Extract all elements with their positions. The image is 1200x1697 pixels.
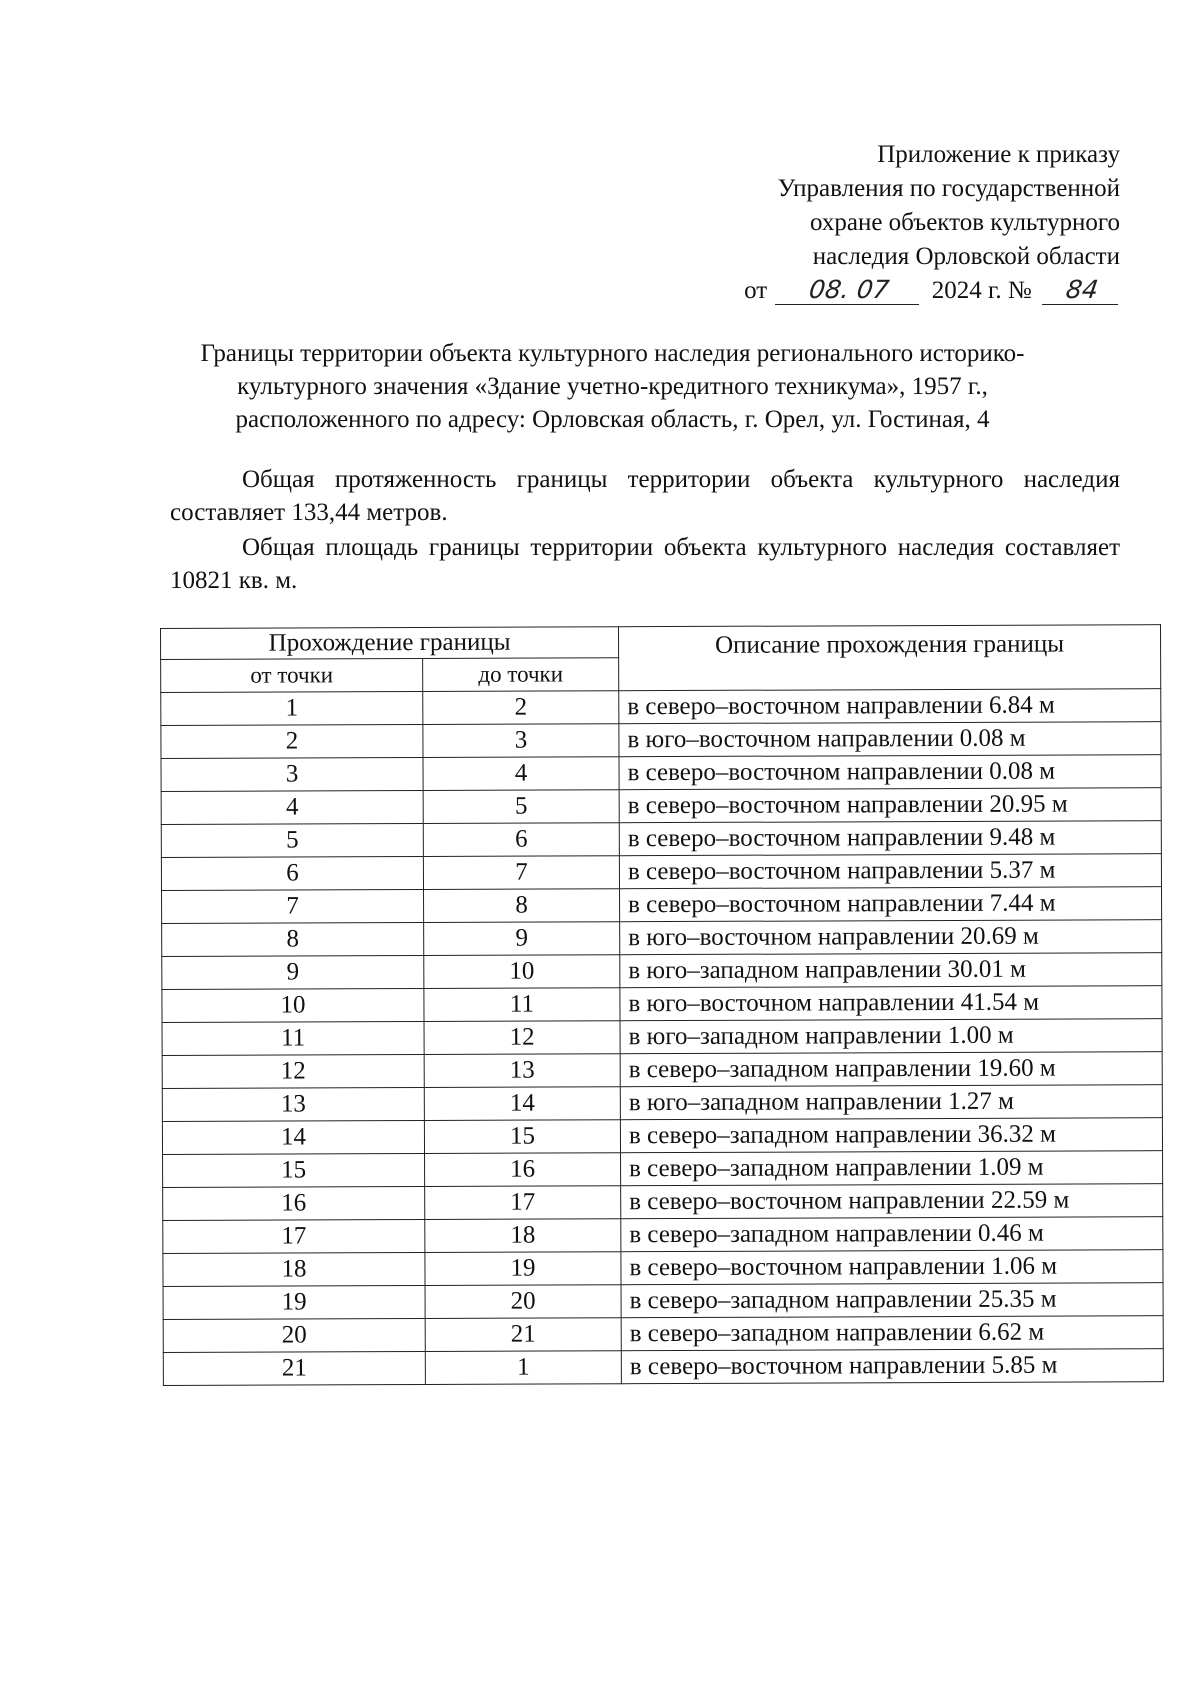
table-row [161,689,1161,726]
table-row [161,755,1161,792]
table-header-row [161,625,1161,660]
header-to-point: до точки [423,658,619,692]
from-point-cell: 17 [163,1219,425,1253]
to-point-cell: 15 [424,1120,620,1154]
to-point-cell: 1 [425,1351,621,1385]
description-cell: в северо–западном направлении 19.60 м [620,1052,1162,1087]
from-point-cell: 14 [162,1120,424,1154]
description-cell: в северо–западном направлении 25.35 м [621,1283,1163,1318]
description-cell: в северо–западном направлении 6.62 м [621,1316,1163,1351]
annex-line-4: наследия Орловской области [812,243,1120,270]
from-point-cell: 5 [161,823,423,857]
table-row [162,986,1162,1023]
to-point-cell: 18 [425,1219,621,1253]
boundary-table [160,624,1164,1386]
to-point-cell: 19 [425,1252,621,1286]
to-point-cell: 5 [423,790,619,824]
from-point-cell: 3 [161,757,423,791]
to-point-cell: 20 [425,1285,621,1319]
from-point-cell: 10 [162,988,424,1022]
length-paragraph [170,463,1120,529]
from-point-cell: 2 [161,724,423,758]
to-point-cell: 9 [424,922,620,956]
description-cell: в северо–восточном направлении 9.48 м [619,821,1161,856]
description-cell: в северо–восточном направлении 0.08 м [619,755,1161,790]
description-cell: в северо–восточном направлении 5.37 м [619,854,1161,889]
handwritten-date: 08. 07 [775,276,923,305]
header-description: Описание прохождения границы [618,625,1160,691]
table-row [163,1316,1163,1353]
table-row [162,1019,1162,1056]
table-row [162,1085,1162,1122]
from-point-cell: 18 [163,1252,425,1286]
description-cell: в северо–восточном направлении 5.85 м [621,1349,1163,1384]
table-row [161,788,1161,825]
from-label: от [744,277,768,304]
from-point-cell: 16 [163,1186,425,1220]
from-point-cell: 8 [162,922,424,956]
to-point-cell: 12 [424,1021,620,1055]
from-point-cell: 1 [161,691,423,725]
header-boundary-passage: Прохождение границы [161,627,619,660]
to-point-cell: 3 [423,724,619,758]
description-cell: в юго–восточном направлении 0.08 м [619,722,1161,757]
description-cell: в северо–восточном направлении 1.06 м [621,1250,1163,1285]
from-point-cell: 12 [162,1054,424,1088]
table-row [161,821,1161,858]
table-row [162,953,1162,990]
from-point-cell: 15 [163,1153,425,1187]
from-point-cell: 9 [162,955,424,989]
table-row [162,1052,1162,1089]
to-point-cell: 10 [424,955,620,989]
annex-line-1: Приложение к приказу [877,141,1120,168]
table-row [161,854,1161,891]
to-point-cell: 6 [423,823,619,857]
to-point-cell: 7 [423,856,619,890]
from-point-cell: 7 [162,889,424,923]
from-point-cell: 20 [163,1318,425,1352]
table-row [163,1184,1163,1221]
to-point-cell: 14 [424,1087,620,1121]
to-point-cell: 4 [423,757,619,791]
to-point-cell: 21 [425,1318,621,1352]
from-point-cell: 13 [162,1087,424,1121]
from-point-cell: 11 [162,1021,424,1055]
header-from-point: от точки [161,658,423,692]
from-point-cell: 4 [161,790,423,824]
to-point-cell: 16 [425,1153,621,1187]
from-point-cell: 21 [163,1351,425,1385]
to-point-cell: 11 [424,988,620,1022]
to-point-cell: 13 [424,1054,620,1088]
table-row [162,887,1162,924]
description-cell: в юго–западном направлении 1.27 м [620,1085,1162,1120]
year-label: 2024 г. № [931,277,1032,304]
from-point-cell: 6 [161,856,423,890]
table-row [161,722,1161,759]
table-row [163,1250,1163,1287]
table-row [163,1283,1163,1320]
document-title [150,337,1075,436]
area-paragraph [170,531,1120,597]
description-cell: в северо–западном направлении 1.09 м [621,1151,1163,1186]
annex-header [630,138,1120,308]
description-cell: в северо–западном направлении 36.32 м [620,1118,1162,1153]
description-cell: в северо–восточном направлении 6.84 м [619,689,1161,724]
description-cell: в юго–западном направлении 1.00 м [620,1019,1162,1054]
to-point-cell: 17 [425,1186,621,1220]
to-point-cell: 2 [423,691,619,725]
area-text: Общая площадь границы территории объекта культурного наследия составляет 10821 кв. м. [170,534,1120,594]
description-cell: в северо–восточном направлении 7.44 м [620,887,1162,922]
table-row [162,920,1162,957]
title-line-1: Границы территории объекта культурного наследия регионального историко- [200,340,1025,367]
table-body [161,689,1164,1386]
to-point-cell: 8 [424,889,620,923]
annex-line-2: Управления по государственной [777,175,1120,202]
description-cell: в северо–восточном направлении 22.59 м [621,1184,1163,1219]
table-row [163,1349,1163,1386]
description-cell: в юго–западном направлении 30.01 м [620,953,1162,988]
table-row [163,1217,1163,1254]
handwritten-order-number: 84 [1042,276,1122,305]
description-cell: в юго–восточном направлении 20.69 м [620,920,1162,955]
title-line-3: расположенного по адресу: Орловская область, г. Орел, ул. Гостиная, 4 [235,406,990,433]
description-cell: в северо–западном направлении 0.46 м [621,1217,1163,1252]
description-cell: в юго–восточном направлении 41.54 м [620,986,1162,1021]
from-point-cell: 19 [163,1285,425,1319]
annex-date-line [630,274,1120,308]
description-cell: в северо–восточном направлении 20.95 м [619,788,1161,823]
annex-line-3: охране объектов культурного [809,209,1120,236]
table-row [162,1118,1162,1155]
length-text: Общая протяженность границы территории объекта культурного наследия составляет 133,44 метров. [170,466,1120,526]
table-row [163,1151,1163,1188]
title-line-2: культурного значения «Здание учетно-кредитного техникума», 1957 г., [237,373,988,400]
